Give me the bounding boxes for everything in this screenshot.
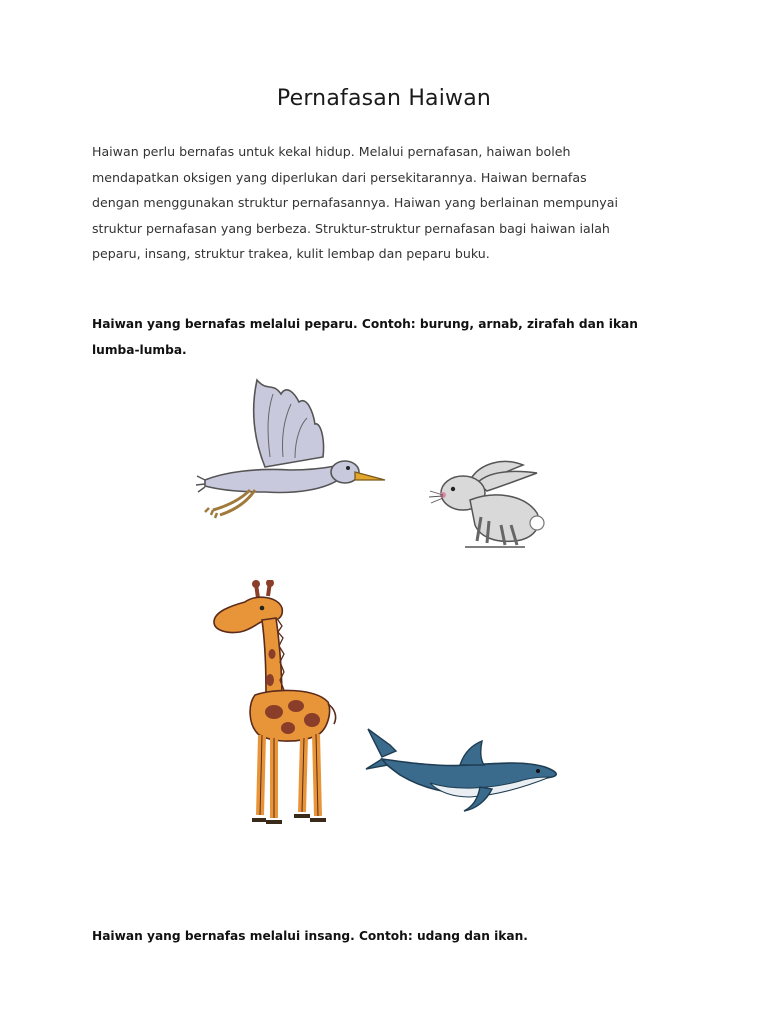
intro-paragraph [92,139,682,267]
intro-line: struktur pernafasan yang berbeza. Struktur-struktur pernafasan bagi haiwan ialah [92,220,610,236]
heading-line: Haiwan yang bernafas melalui peparu. Contoh: burung, arnab, zirafah dan ikan [92,317,638,331]
intro-line: mendapatkan oksigen yang diperlukan dari persekitarannya. Haiwan bernafas [92,169,587,185]
giraffe-illustration [200,580,350,830]
heading-line: Haiwan yang bernafas melalui insang. Contoh: udang dan ikan. [92,929,528,943]
lungs-section-heading [92,312,692,363]
rabbit-illustration [425,455,560,555]
bird-illustration [195,372,390,522]
intro-line: Haiwan perlu bernafas untuk kekal hidup. Melalui pernafasan, haiwan boleh [92,144,571,159]
dolphin-illustration [360,715,570,815]
intro-line: dengan menggunakan struktur pernafasannya. Haiwan yang berlainan mempunyai [92,195,618,210]
heading-line: lumba-lumba. [92,342,187,357]
gills-section-heading [92,924,692,950]
page-title: Pernafasan Haiwan [276,86,492,111]
intro-line: peparu, insang, struktur trakea, kulit lembap dan peparu buku. [92,246,490,261]
